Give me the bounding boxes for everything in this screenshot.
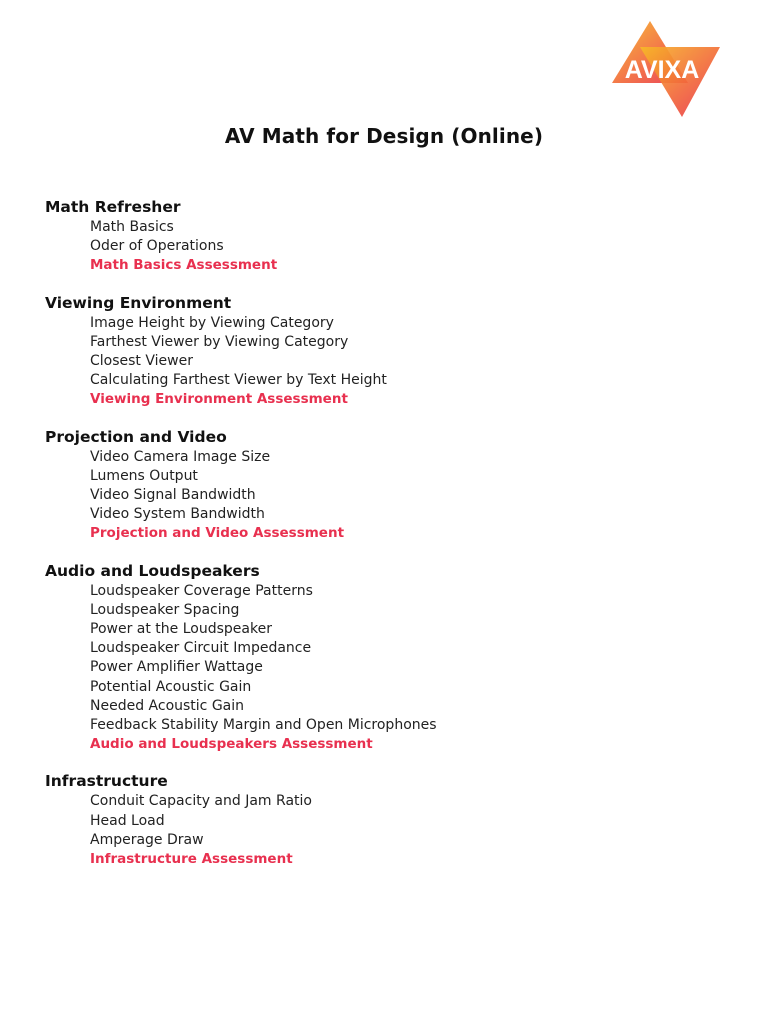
topic-item: Amperage Draw — [90, 831, 204, 848]
topic-item: Calculating Farthest Viewer by Text Height — [90, 372, 387, 389]
topic-item: Conduit Capacity and Jam Ratio — [90, 793, 312, 810]
topic-item: Potential Acoustic Gain — [90, 678, 252, 695]
section-heading: Infrastructure — [45, 772, 168, 791]
topic-item: Power Amplifier Wattage — [90, 659, 263, 676]
section-viewing-environment — [45, 292, 725, 410]
topic-item: Video System Bandwidth — [90, 506, 265, 523]
topic-item: Power at the Loudspeaker — [90, 621, 272, 638]
topic-item: Video Signal Bandwidth — [90, 487, 256, 504]
topic-item: Farthest Viewer by Viewing Category — [90, 333, 349, 350]
topic-item: Needed Acoustic Gain — [90, 697, 245, 714]
topic-list — [45, 792, 725, 869]
section-heading: Math Refresher — [45, 198, 181, 216]
topic-item: Loudspeaker Circuit Impedance — [90, 640, 312, 657]
topic-item: Oder of Operations — [90, 238, 224, 255]
topic-list — [45, 314, 725, 410]
topic-item: Loudspeaker Coverage Patterns — [90, 582, 313, 599]
assessment-item: Viewing Environment Assessment — [90, 391, 348, 408]
avixa-logo — [604, 18, 726, 120]
avixa-logo-mark — [604, 18, 726, 120]
section-projection-and-video — [45, 426, 725, 544]
section-math-refresher — [45, 196, 725, 276]
topic-item: Feedback Stability Margin and Open Microphones — [90, 717, 437, 734]
assessment-item: Audio and Loudspeakers Assessment — [90, 736, 373, 753]
topic-list — [45, 218, 725, 276]
topic-item: Closest Viewer — [90, 353, 193, 370]
assessment-item: Math Basics Assessment — [90, 257, 278, 274]
topic-list — [45, 582, 725, 755]
page-title: AV Math for Design (Online) — [224, 124, 544, 148]
section-audio-and-loudspeakers — [45, 560, 725, 755]
section-heading: Viewing Environment — [45, 293, 232, 312]
course-outline — [45, 196, 725, 885]
topic-item: Lumens Output — [90, 467, 198, 484]
section-heading: Audio and Loudspeakers — [45, 561, 260, 580]
topic-item: Loudspeaker Spacing — [90, 601, 240, 618]
topic-item: Video Camera Image Size — [90, 448, 271, 465]
topic-item: Image Height by Viewing Category — [90, 314, 334, 331]
assessment-item: Projection and Video Assessment — [90, 525, 345, 542]
topic-item: Head Load — [90, 812, 165, 829]
section-infrastructure — [45, 770, 725, 869]
logo-text: AVIXA — [624, 56, 700, 84]
section-heading: Projection and Video — [45, 427, 227, 446]
assessment-item: Infrastructure Assessment — [90, 851, 293, 868]
topic-list — [45, 448, 725, 544]
topic-item: Math Basics — [90, 219, 174, 235]
